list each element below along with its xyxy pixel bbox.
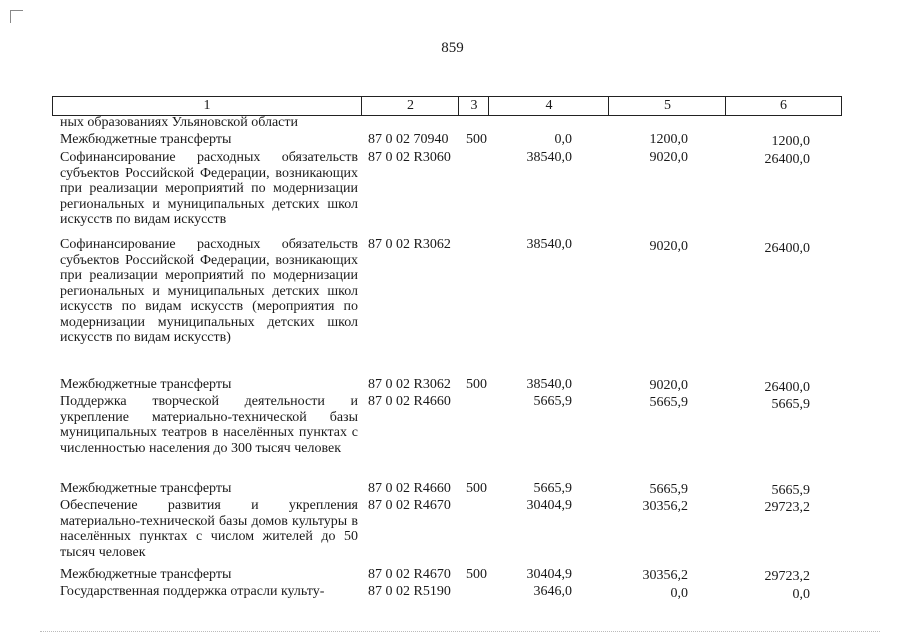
- scan-corner-mark: [10, 10, 23, 23]
- row-value-col5: 9020,0: [649, 378, 688, 393]
- row-description: ных образованиях Ульяновской области: [60, 115, 299, 130]
- row-value-col5: 1200,0: [649, 132, 688, 147]
- scan-edge-noise: [40, 630, 880, 632]
- row-value-col6: 1200,0: [771, 134, 810, 149]
- row-expense-type: 500: [466, 377, 487, 392]
- row-value-col4: 38540,0: [526, 150, 572, 165]
- row-value-col5: 5665,9: [649, 482, 688, 497]
- row-description: Межбюджетные трансферты: [60, 481, 232, 496]
- row-value-col4: 38540,0: [526, 237, 572, 252]
- page-number: 859: [441, 40, 464, 56]
- header-col-3: 3: [458, 97, 489, 115]
- row-value-col6: 29723,2: [764, 569, 810, 584]
- row-description: Обеспечение развития и укрепления материально-технической базы домов культуры в населённых пунктах с числом жителей до 50 тысяч человек: [60, 498, 358, 560]
- row-description: Поддержка творческой деятельности и укрепление материально-технической базы муниципальных театров в населённых пунктах с численностью населения до 300 тысяч человек: [60, 394, 358, 456]
- row-description: Межбюджетные трансферты: [60, 377, 232, 392]
- row-value-col6: 26400,0: [764, 241, 810, 256]
- row-value-col4: 3646,0: [533, 584, 572, 599]
- row-description: Государственная поддержка отрасли культу-: [60, 584, 325, 599]
- row-value-col5: 30356,2: [642, 499, 688, 514]
- row-description: Межбюджетные трансферты: [60, 567, 232, 582]
- row-value-col5: 9020,0: [649, 150, 688, 165]
- row-value-col5: 30356,2: [642, 568, 688, 583]
- row-description: Межбюджетные трансферты: [60, 132, 232, 147]
- row-value-col4: 38540,0: [526, 377, 572, 392]
- header-col-4: 4: [488, 97, 609, 115]
- row-value-col6: 29723,2: [764, 500, 810, 515]
- row-expense-type: 500: [466, 481, 487, 496]
- row-expense-type: 500: [466, 132, 487, 147]
- header-col-6: 6: [725, 97, 841, 115]
- row-description: Софинансирование расходных обязательств субъектов Российской Федерации, возникающих при реализации мероприятий по модернизации региональных и муниципальных детских школ искусств по видам искусств (мероприятия по модернизации муниципальных детских школ искусств по видам искусств): [60, 237, 358, 345]
- row-value-col6: 26400,0: [764, 152, 810, 167]
- row-value-col6: 0,0: [792, 587, 810, 602]
- row-value-col6: 26400,0: [764, 380, 810, 395]
- row-code: 87 0 02 R4670: [368, 498, 451, 513]
- row-code: 87 0 02 R3062: [368, 237, 451, 252]
- row-value-col5: 0,0: [670, 586, 688, 601]
- row-code: 87 0 02 70940: [368, 132, 449, 147]
- header-col-2: 2: [361, 97, 459, 115]
- row-code: 87 0 02 R3060: [368, 150, 451, 165]
- row-description: Софинансирование расходных обязательств субъектов Российской Федерации, возникающих при реализации мероприятий по модернизации региональных и муниципальных детских школ искусств по видам искусств: [60, 150, 358, 227]
- row-expense-type: 500: [466, 567, 487, 582]
- row-code: 87 0 02 R3062: [368, 377, 451, 392]
- row-value-col4: 0,0: [554, 132, 572, 147]
- row-value-col4: 30404,9: [526, 498, 572, 513]
- header-col-1: 1: [203, 98, 211, 113]
- row-value-col4: 30404,9: [526, 567, 572, 582]
- row-value-col5: 5665,9: [649, 395, 688, 410]
- row-code: 87 0 02 R4660: [368, 394, 451, 409]
- header-col-5: 5: [608, 97, 726, 115]
- table-header: [52, 96, 842, 116]
- row-value-col6: 5665,9: [771, 397, 810, 412]
- row-value-col5: 9020,0: [649, 239, 688, 254]
- row-value-col4: 5665,9: [533, 481, 572, 496]
- row-value-col6: 5665,9: [771, 483, 810, 498]
- row-code: 87 0 02 R4660: [368, 481, 451, 496]
- row-code: 87 0 02 R5190: [368, 584, 451, 599]
- row-code: 87 0 02 R4670: [368, 567, 451, 582]
- row-value-col4: 5665,9: [533, 394, 572, 409]
